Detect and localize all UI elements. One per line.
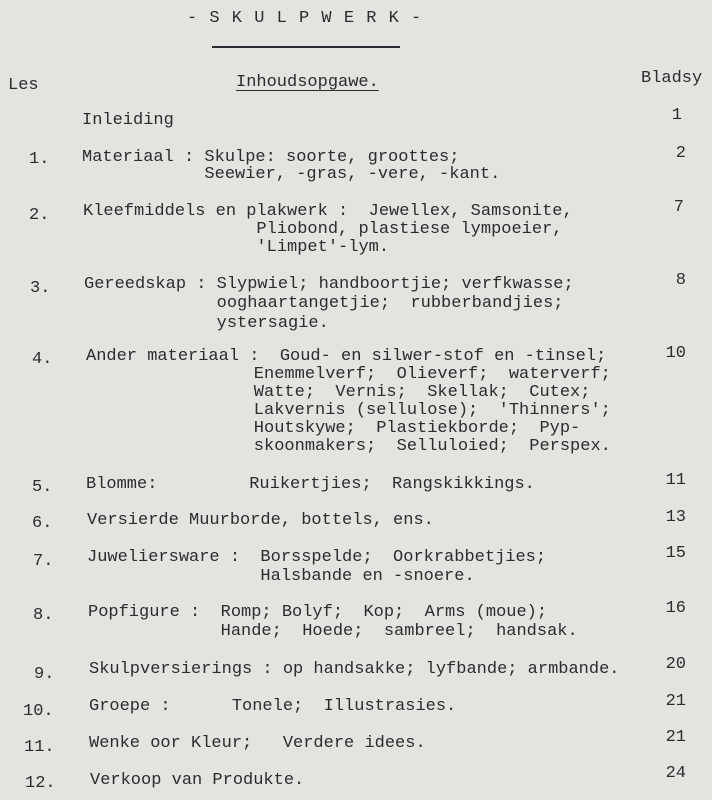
lesson-line: Materiaal : Skulpe: soorte, groottes; <box>82 148 460 167</box>
lesson-line: Kleefmiddels en plakwerk : Jewellex, Samsonite, <box>83 202 573 221</box>
lesson-line: Groepe : Tonele; Illustrasies. <box>89 697 457 716</box>
lesson-line: Gereedskap : Slypwiel; handboortjie; verfkwasse; <box>84 275 574 294</box>
lesson-line: Ander materiaal : Goud- en silwer-stof en -tinsel; <box>86 347 607 366</box>
lesson-page: 16 <box>665 599 686 618</box>
lesson-number: 9. <box>34 665 55 684</box>
lesson-page: 2 <box>675 144 686 163</box>
lesson-line: Watte; Vernis; Skellak; Cutex; <box>213 383 591 402</box>
lesson-line: Skulpversierings : op handsakke; lyfbande; armbande. <box>89 660 620 679</box>
intro-label: Inleiding <box>82 111 174 130</box>
lesson-line: skoonmakers; Selluloied; Perspex. <box>213 437 611 456</box>
lesson-page: 21 <box>665 692 686 711</box>
title-underline <box>212 46 400 48</box>
contents-heading: Inhoudsopgawe. <box>236 73 379 92</box>
lesson-number: 4. <box>32 350 53 369</box>
lesson-line: Enemmelverf; Olieverf; waterverf; <box>213 365 611 384</box>
lesson-number: 7. <box>33 552 54 571</box>
lesson-number: 11. <box>24 738 55 757</box>
lesson-number: 8. <box>33 606 54 625</box>
lesson-number: 2. <box>29 206 50 225</box>
lesson-page: 10 <box>665 344 686 363</box>
lesson-number: 6. <box>32 514 53 533</box>
lesson-page: 21 <box>665 728 686 747</box>
lesson-line: Halsbande en -snoere. <box>87 567 475 586</box>
lesson-number: 3. <box>30 279 51 298</box>
lesson-page: 11 <box>665 471 686 490</box>
lesson-column-header: Les <box>8 76 39 95</box>
lesson-page: 20 <box>665 655 686 674</box>
lesson-page: 8 <box>675 271 686 290</box>
lesson-line: Pliobond, plastiese lympoeier, <box>83 220 563 239</box>
lesson-page: 24 <box>665 764 686 783</box>
lesson-number: 10. <box>23 702 54 721</box>
lesson-line: Juweliersware : Borsspelde; Oorkrabbetjies; <box>87 548 547 567</box>
lesson-number: 5. <box>32 478 53 497</box>
lesson-page: 15 <box>665 544 686 563</box>
lesson-line: ystersagie. <box>84 314 329 333</box>
intro-page: 1 <box>671 106 682 125</box>
lesson-line: Wenke oor Kleur; Verdere idees. <box>89 734 426 753</box>
lesson-line: Popfigure : Romp; Bolyf; Kop; Arms (moue); <box>88 603 548 622</box>
document-title: - S K U L P W E R K - <box>187 9 423 28</box>
lesson-line: 'Limpet'-lym. <box>83 238 390 257</box>
lesson-line: Verkoop van Produkte. <box>90 771 305 790</box>
lesson-line: Seewier, -gras, -vere, -kant. <box>82 165 501 184</box>
lesson-line: Hande; Hoede; sambreel; handsak. <box>88 622 578 641</box>
lesson-number: 1. <box>29 150 50 169</box>
lesson-line: Houtskywe; Plastiekborde; Pyp- <box>213 419 581 438</box>
lesson-line: ooghaartangetjie; rubberbandjies; <box>84 294 564 313</box>
lesson-line: Lakvernis (sellulose); 'Thinners'; <box>213 401 611 420</box>
lesson-number: 12. <box>25 774 56 793</box>
lesson-page: 7 <box>673 198 684 217</box>
lesson-page: 13 <box>665 508 686 527</box>
lesson-line: Versierde Muurborde, bottels, ens. <box>87 511 434 530</box>
lesson-line: Blomme: Ruikertjies; Rangskikkings. <box>86 475 535 494</box>
page-column-header: Bladsy <box>641 69 703 88</box>
